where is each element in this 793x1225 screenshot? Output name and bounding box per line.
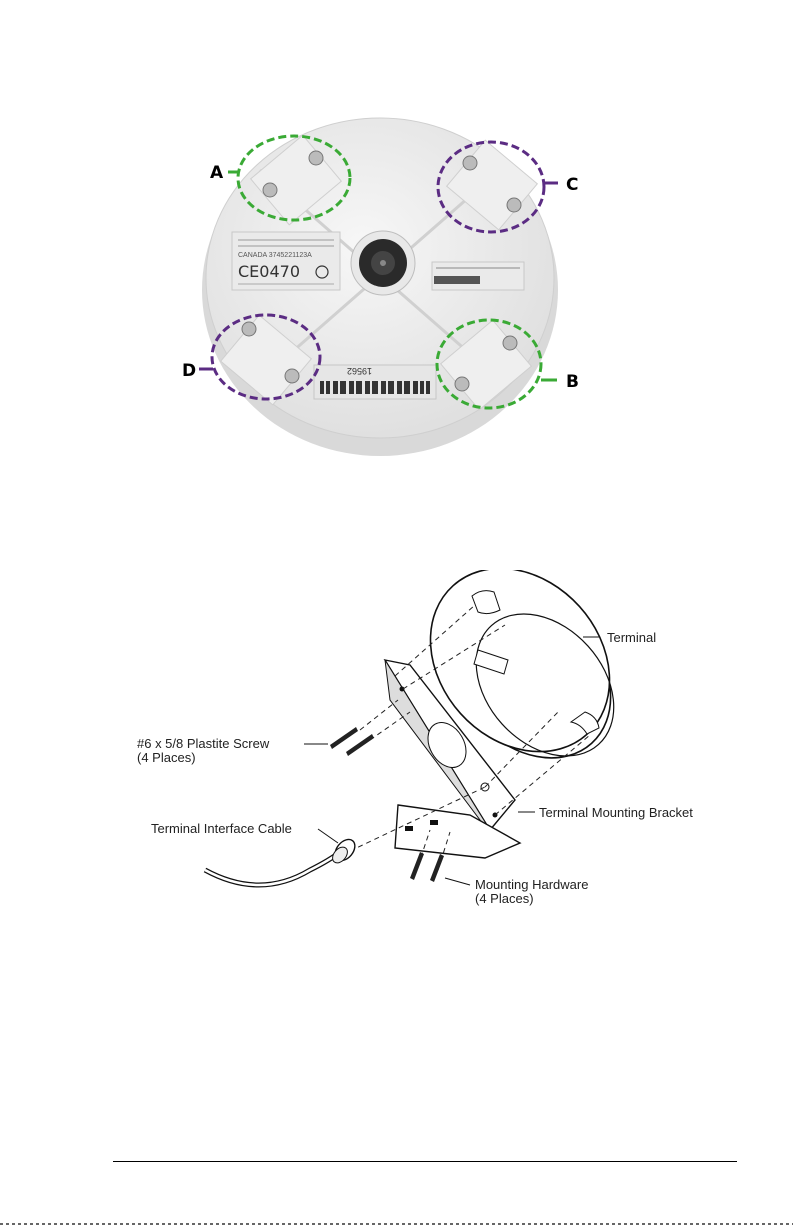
serial-number: 19562: [346, 366, 372, 376]
plastite-screws: [330, 727, 374, 756]
barcode: [320, 381, 430, 394]
callout-d: D: [182, 361, 197, 381]
ce-mark: CE0470: [238, 262, 300, 281]
callout-b: B: [566, 372, 579, 392]
label-bracket: Terminal Mounting Bracket: [539, 805, 693, 820]
label-cable: Terminal Interface Cable: [151, 821, 292, 836]
callout-a: A: [210, 163, 224, 183]
label-hardware: Mounting Hardware: [475, 877, 589, 892]
mounting-exploded-diagram: [0, 570, 793, 930]
interface-cable: [205, 836, 359, 885]
footer-rule: [113, 1161, 737, 1162]
label-terminal: Terminal: [607, 630, 657, 645]
mounting-hardware-screws: [410, 852, 444, 882]
product-label: [232, 232, 340, 290]
terminal-unit: [394, 570, 647, 790]
label-hardware-places: (4 Places): [475, 891, 534, 906]
terminal-underside-photo: [0, 0, 793, 480]
label-line: CANADA 3745221123A: [238, 252, 312, 259]
label-screw: #6 x 5/8 Plastite Screw: [137, 736, 270, 751]
label-screw-places: (4 Places): [137, 750, 196, 765]
callout-c: C: [566, 175, 579, 195]
